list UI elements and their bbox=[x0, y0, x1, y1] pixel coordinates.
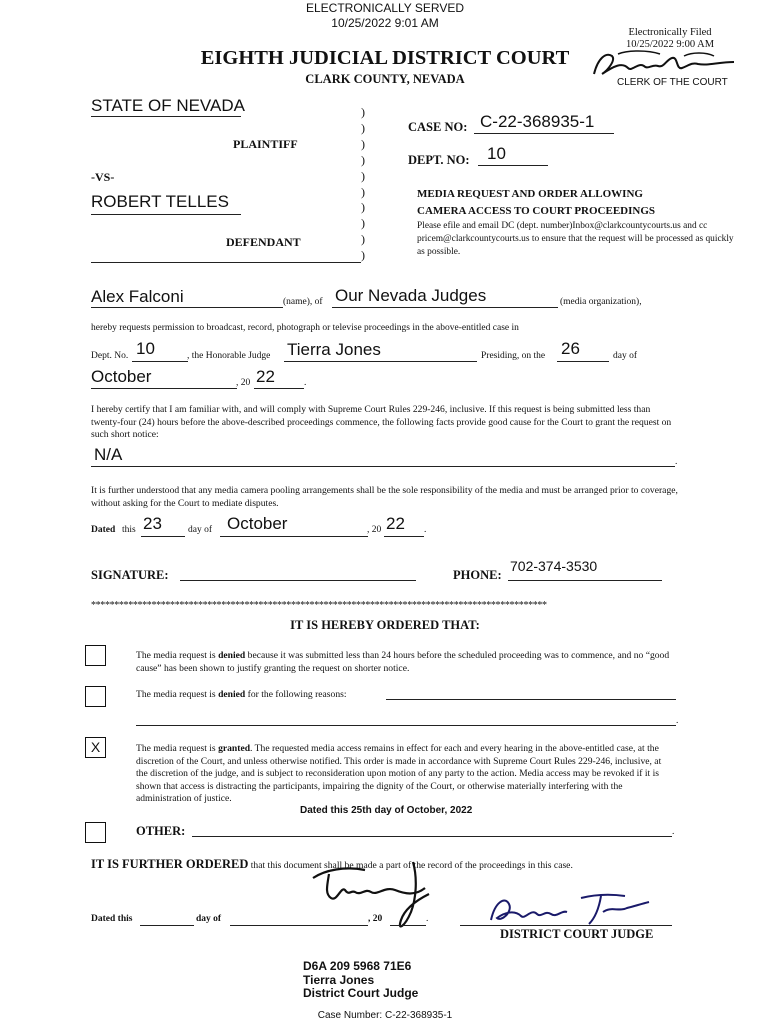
certify-text: I hereby certify that I am familiar with, and will comply with Supreme Court Rules 229-246, inclusive. If this request is being submitted less than twenty-four (24) hours before the above-described proceedings commence, the following facts provide good cause for the Court to grant the request on such short notice: bbox=[91, 404, 672, 441]
year-value: 22 bbox=[256, 367, 275, 386]
dated-this: this bbox=[122, 525, 136, 535]
opt2-post: for the following reasons: bbox=[245, 689, 347, 700]
option-granted-text bbox=[136, 743, 669, 806]
filing-instructions: Please efile and email DC (dept. number)Inbox@clarkcountycourts.us and cc pricem@clarkcountycourts.us to ensure that the request will be processed as quickly as possible. bbox=[417, 221, 734, 257]
reasons-line1 bbox=[386, 699, 676, 700]
doc-title bbox=[417, 186, 655, 220]
dept-no-underline bbox=[478, 165, 548, 166]
other-line bbox=[192, 836, 672, 837]
request-text: hereby requests permission to broadcast, record, photograph or televise proceedings in the above-entitled case in bbox=[91, 323, 519, 333]
dept-underline bbox=[132, 361, 188, 362]
case-no-value: C-22-368935-1 bbox=[480, 112, 595, 131]
opt3-pre: The media request is bbox=[136, 743, 219, 754]
defendant-underline bbox=[91, 214, 241, 215]
reasons-period: . bbox=[676, 716, 679, 726]
served-line2: 10/25/2022 9:01 AM bbox=[331, 16, 439, 30]
option-denied-reasons-text bbox=[136, 689, 347, 702]
judge-value: Tierra Jones bbox=[287, 340, 381, 359]
dated-day-underline bbox=[141, 536, 185, 537]
month-value: October bbox=[91, 367, 152, 386]
footer-code: D6A 209 5968 71E6 bbox=[303, 959, 412, 973]
good-cause-value: N/A bbox=[94, 445, 123, 464]
day-underline bbox=[557, 361, 609, 362]
other-period: . bbox=[672, 827, 675, 837]
pooling-text: It is further understood that any media camera pooling arrangements shall be the sole responsibility of the media and must be arranged prior to coverage, without asking for the Court to mediate disputes. bbox=[91, 485, 678, 509]
phone-value: 702-374-3530 bbox=[510, 558, 598, 574]
year-blank-label: , 20 bbox=[368, 914, 383, 924]
further-rest: that this document shall be made a part of the record of the proceedings in this case. bbox=[248, 860, 573, 871]
dated-blank-year-line bbox=[390, 925, 426, 926]
judge-title: DISTRICT COURT JUDGE bbox=[500, 927, 654, 941]
served-line1: ELECTRONICALLY SERVED bbox=[305, 1, 465, 15]
phone-underline bbox=[508, 580, 662, 581]
day-of-blank-label: day of bbox=[196, 914, 222, 924]
plaintiff-underline bbox=[91, 116, 241, 117]
dated-day: 23 bbox=[143, 514, 162, 533]
day-label: day of bbox=[613, 351, 638, 361]
doc-title-line1: MEDIA REQUEST AND ORDER ALLOWING bbox=[417, 188, 643, 200]
judge-approval-signature bbox=[485, 890, 655, 930]
option-other-checkbox[interactable] bbox=[85, 822, 106, 843]
ordered-heading: IT IS HEREBY ORDERED THAT: bbox=[290, 618, 480, 632]
defendant-name: ROBERT TELLES bbox=[91, 192, 229, 211]
dated-day-of: day of bbox=[188, 525, 213, 535]
clerk-label: CLERK OF THE COURT bbox=[617, 77, 728, 88]
option-granted-checkbox[interactable] bbox=[85, 737, 106, 758]
defendant-label: DEFENDANT bbox=[226, 235, 301, 249]
dept-value: 10 bbox=[136, 339, 155, 358]
filed-line1: Electronically Filed bbox=[628, 27, 712, 38]
opt1-post: because it was submitted less than 24 hours before the scheduled proceeding was to commence, and no “good cause” has been shown to justify granting the request on shorter notice. bbox=[136, 650, 670, 674]
dept-no-label: DEPT. NO: bbox=[408, 153, 470, 167]
opt3-post: . The requested media access remains in effect for each and every hearing in the above-entitled case, at the discretion of the Court, and unless otherwise notified. This order is made in accordance with Supreme Court Rules 229-246, inclusive, at the discretion of the judge, and is subject to reconsideration upon motion of any party to the action. Media access may be revoked if it is shown that access is distracting the participants, impairing the dignity of the Court, or otherwise materially interfering with the administration of justice. bbox=[136, 743, 662, 805]
doc-title-line2: CAMERA ACCESS TO COURT PROCEEDINGS bbox=[417, 205, 655, 217]
org-label: (media organization), bbox=[560, 297, 642, 307]
granted-check-mark: X bbox=[90, 739, 101, 755]
year-prefix: , 20 bbox=[236, 378, 251, 388]
case-no-label: CASE NO: bbox=[408, 120, 468, 134]
reasons-line2 bbox=[136, 725, 676, 726]
dated-stamp: Dated this 25th day of October, 2022 bbox=[300, 805, 473, 816]
plaintiff-name: STATE OF NEVADA bbox=[91, 96, 245, 115]
plaintiff-label: PLAINTIFF bbox=[233, 137, 298, 151]
phone-label: PHONE: bbox=[453, 568, 502, 582]
month-underline bbox=[91, 388, 237, 389]
opt2-bold: denied bbox=[218, 689, 246, 700]
media-org: Our Nevada Judges bbox=[335, 286, 487, 305]
dated-period: . bbox=[424, 525, 427, 535]
filed-line2: 10/25/2022 9:00 AM bbox=[625, 39, 715, 50]
served-stamp bbox=[250, 1, 520, 31]
signature-label: SIGNATURE: bbox=[91, 568, 169, 582]
footer-judge-name: Tierra Jones bbox=[303, 972, 375, 987]
year-period: . bbox=[304, 378, 307, 388]
option-denied-late-text bbox=[136, 650, 676, 675]
presiding-label: Presiding, on the bbox=[481, 351, 546, 361]
requester-name-underline bbox=[91, 307, 283, 308]
good-cause-period: . bbox=[675, 457, 678, 467]
dept-label: Dept. No. bbox=[91, 351, 129, 361]
day-value: 26 bbox=[561, 339, 580, 358]
footer-judge-role: District Court Judge bbox=[303, 986, 419, 1000]
county: CLARK COUNTY, NEVADA bbox=[305, 72, 465, 86]
dated-year: 22 bbox=[386, 514, 405, 533]
signature-line bbox=[180, 580, 416, 581]
dated-year-underline bbox=[384, 536, 424, 537]
opt1-bold: denied bbox=[218, 650, 246, 661]
judge-signature bbox=[305, 856, 445, 936]
caption-bottom-line bbox=[91, 262, 361, 263]
dated-blank-label: Dated this bbox=[91, 914, 133, 924]
opt1-pre: The media request is bbox=[136, 650, 219, 661]
dated-blank-day-line bbox=[140, 925, 194, 926]
footer-block bbox=[303, 960, 418, 1001]
star-divider: ************************************************************************************************** bbox=[91, 600, 547, 611]
vs-label: -VS- bbox=[91, 170, 115, 184]
other-label: OTHER: bbox=[136, 824, 186, 838]
requester-name: Alex Falconi bbox=[91, 287, 184, 306]
option-denied-reasons-checkbox[interactable] bbox=[85, 686, 106, 707]
case-no-underline bbox=[474, 133, 614, 134]
dated-blank-month-line bbox=[230, 925, 368, 926]
judge-underline bbox=[284, 361, 477, 362]
dated-label: Dated bbox=[91, 525, 116, 535]
court-title: EIGHTH JUDICIAL DISTRICT COURT bbox=[200, 47, 570, 69]
further-bold: IT IS FURTHER ORDERED bbox=[91, 857, 249, 871]
dated-month-underline bbox=[220, 536, 368, 537]
dept-no-value: 10 bbox=[487, 144, 506, 163]
name-label: (name), of bbox=[283, 297, 323, 307]
judge-label: , the Honorable Judge bbox=[187, 351, 271, 361]
dated-year-prefix: , 20 bbox=[367, 525, 382, 535]
media-org-underline bbox=[332, 307, 558, 308]
caption-parentheses: ) ) ) ) ) ) ) ) ) ) bbox=[361, 105, 365, 263]
dated-blank-period: . bbox=[426, 914, 429, 924]
opt3-bold: granted bbox=[218, 743, 251, 754]
dated-month: October bbox=[227, 514, 288, 533]
year-underline bbox=[254, 388, 304, 389]
good-cause-underline bbox=[91, 466, 675, 467]
option-denied-late-checkbox[interactable] bbox=[85, 645, 106, 666]
judge-signature-line bbox=[460, 925, 672, 926]
opt2-pre: The media request is bbox=[136, 689, 219, 700]
footer-case-number: Case Number: C-22-368935-1 bbox=[317, 1010, 453, 1021]
